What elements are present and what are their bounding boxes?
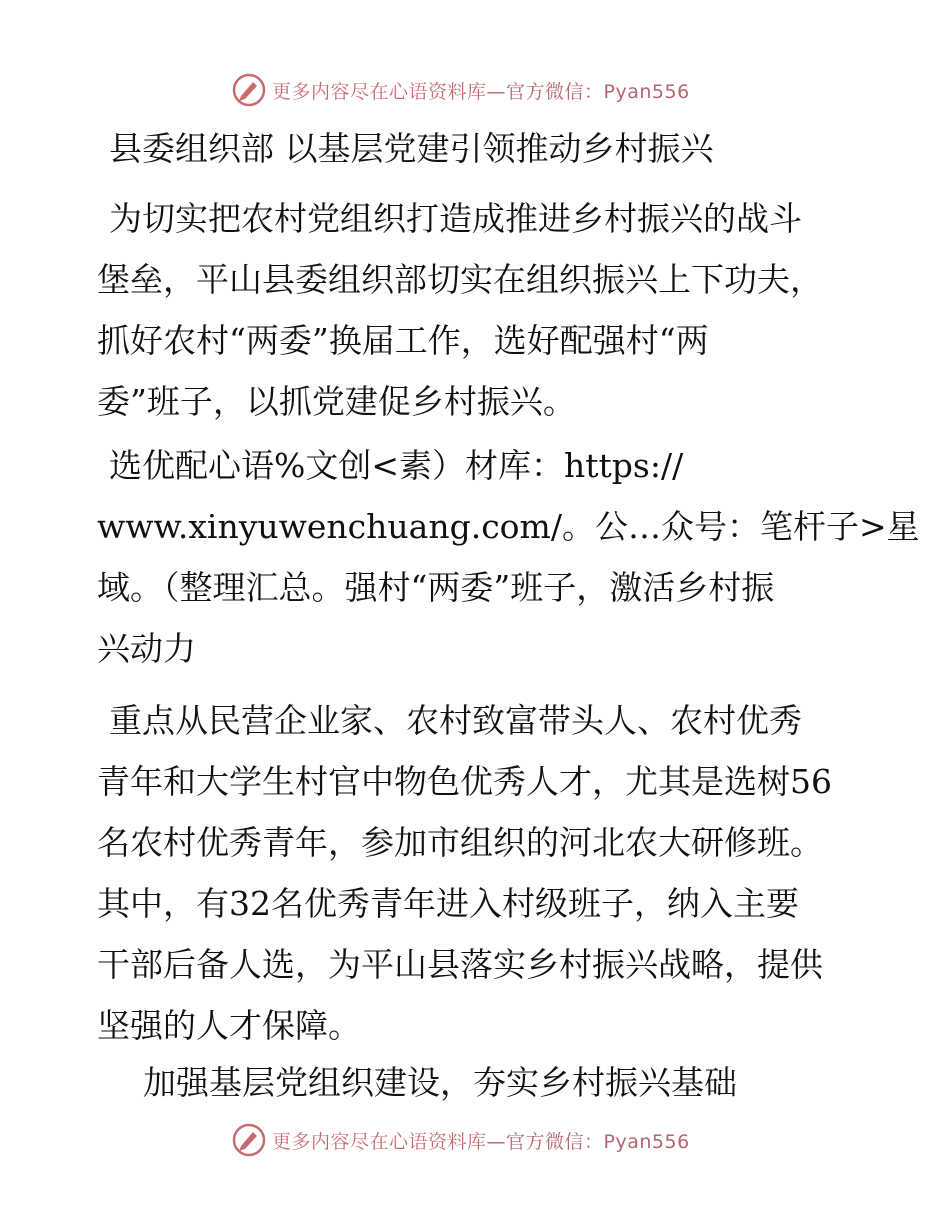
banner-text [272, 77, 690, 104]
section-heading-line: 加强基层党组织建设，夯实乡村振兴基础 [143, 1063, 737, 1102]
paragraph-line: www.xinyuwenchuang.com/。公…众号：笔杆子>星 [97, 507, 920, 546]
paragraph-line: 坚强的人才保障。 [97, 1006, 361, 1045]
banner-text [272, 1127, 690, 1154]
document-title [97, 118, 857, 179]
pen-logo-icon [232, 73, 266, 107]
paragraph-line: 干部后备人选，为平山县落实乡村振兴战略，提供 [97, 945, 823, 984]
paragraph-1 [97, 188, 857, 432]
paragraph-3 [97, 690, 857, 1056]
banner-wechat-text: —官方微信：Pyan556 [486, 80, 690, 103]
title-line: 县委组织部 以基层党建引领推动乡村振兴 [109, 129, 714, 168]
banner-main-text: 更多内容尽在心语资料库 [272, 1130, 487, 1153]
paragraph-line: 抓好农村“两委”换届工作，选好配强村“两 [97, 321, 709, 360]
section-heading [97, 1052, 857, 1113]
paragraph-line: 域。（整理汇总。强村“两委”班子，激活乡村振 [97, 568, 775, 607]
paragraph-2 [97, 435, 920, 679]
paragraph-line: 兴动力 [97, 629, 196, 668]
footer-watermark [232, 1120, 690, 1160]
paragraph-line: 委”班子，以抓党建促乡村振兴。 [97, 382, 576, 421]
banner-main-text: 更多内容尽在心语资料库 [272, 80, 487, 103]
paragraph-line: 青年和大学生村官中物色优秀人才，尤其是选树56 [97, 762, 832, 801]
paragraph-line: 堡垒，平山县委组织部切实在组织振兴上下功夫， [97, 260, 823, 299]
paragraph-line: 重点从民营企业家、农村致富带头人、农村优秀 [109, 701, 802, 740]
header-watermark [232, 70, 690, 110]
banner-wechat-text: —官方微信：Pyan556 [486, 1130, 690, 1153]
paragraph-line: 其中，有32名优秀青年进入村级班子，纳入主要 [97, 884, 799, 923]
paragraph-line: 选优配心语%文创<素）材库：https:// [109, 446, 684, 485]
paragraph-line: 名农村优秀青年，参加市组织的河北农大研修班。 [97, 823, 823, 862]
paragraph-line: 为切实把农村党组织打造成推进乡村振兴的战斗 [109, 199, 802, 238]
pen-logo-icon [232, 1123, 266, 1157]
